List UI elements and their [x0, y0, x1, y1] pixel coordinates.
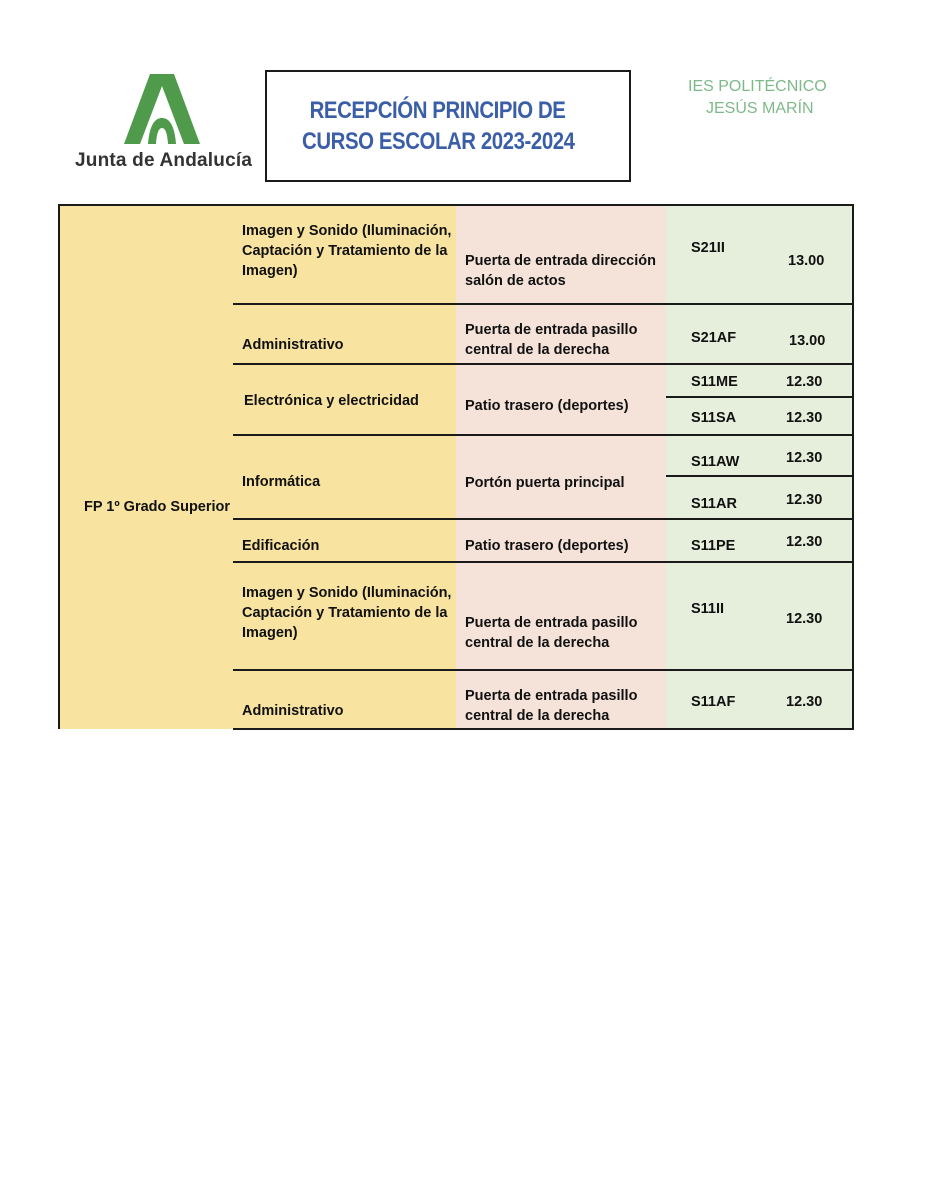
time-cell: 12.30 — [760, 518, 854, 563]
location-cell: Portón puerta principal — [456, 434, 668, 520]
group-cell: S11AF — [666, 669, 762, 730]
group-cell: S11AR — [666, 475, 762, 520]
logo-text: Junta de Andalucía — [75, 150, 253, 171]
location-cell: Patio trasero (deportes) — [456, 363, 668, 436]
junta-logo — [70, 72, 253, 182]
page-title — [265, 70, 631, 182]
time-cell: 12.30 — [760, 396, 854, 436]
time-cell: 12.30 — [760, 363, 854, 398]
course-cell: Administrativo — [233, 303, 458, 365]
junta-emblem-icon — [120, 72, 202, 148]
group-cell: S21II — [666, 204, 762, 305]
group-cell: S11II — [666, 561, 762, 671]
location-cell: Puerta de entrada pasillo central de la derecha — [456, 561, 668, 671]
course-cell: Imagen y Sonido (Iluminación, Captación y Tratamiento de la Imagen) — [233, 204, 458, 305]
school-line-2: JESÚS MARÍN — [706, 100, 814, 117]
time-cell: 13.00 — [760, 303, 854, 365]
location-cell: Puerta de entrada pasillo central de la derecha — [456, 669, 668, 730]
location-cell: Patio trasero (deportes) — [456, 518, 668, 563]
group-cell: S11AW — [666, 434, 762, 477]
course-cell: Imagen y Sonido (Iluminación, Captación y Tratamiento de la Imagen) — [233, 561, 458, 671]
group-cell: S21AF — [666, 303, 762, 365]
title-line-1: RECEPCIÓN PRINCIPIO DE — [310, 97, 566, 124]
course-cell: Administrativo — [233, 669, 458, 730]
location-cell: Puerta de entrada dirección salón de actos — [456, 204, 668, 305]
time-cell: 13.00 — [760, 204, 854, 305]
group-cell: S11SA — [666, 396, 762, 436]
group-cell: S11ME — [666, 363, 762, 398]
school-name — [688, 76, 838, 120]
group-cell: S11PE — [666, 518, 762, 563]
course-cell: Electrónica y electricidad — [233, 363, 458, 436]
level-cell-fp — [58, 363, 235, 729]
course-cell: Informática — [233, 434, 458, 520]
time-cell: 12.30 — [760, 434, 854, 477]
time-cell: 12.30 — [760, 669, 854, 730]
location-cell: Puerta de entrada pasillo central de la derecha — [456, 303, 668, 365]
time-cell: 12.30 — [760, 475, 854, 520]
school-line-1: IES POLITÉCNICO — [688, 78, 827, 95]
course-cell: Edificación — [233, 518, 458, 563]
level-label: FP 1º Grado Superior — [84, 499, 231, 515]
title-line-2: CURSO ESCOLAR 2023-2024 — [301, 128, 575, 155]
level-cell-top — [58, 204, 235, 365]
time-cell: 12.30 — [760, 561, 854, 671]
